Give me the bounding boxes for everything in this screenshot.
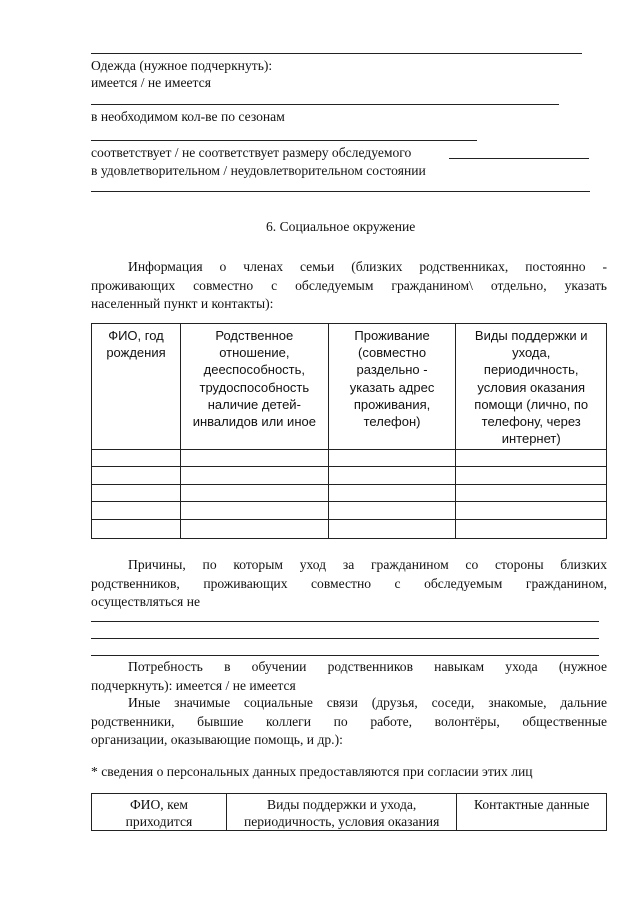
table-cell bbox=[92, 450, 181, 467]
family-table bbox=[91, 323, 607, 539]
intro-line: проживающих совместно с обследуемым гражданином\ отдельно, указать bbox=[91, 277, 607, 293]
table-row bbox=[92, 485, 607, 502]
table-cell bbox=[92, 520, 181, 539]
reasons-line: Причины, по которым уход за гражданином со стороны близких bbox=[128, 557, 607, 572]
table-cell bbox=[180, 520, 328, 539]
table-row bbox=[92, 502, 607, 520]
table-cell bbox=[328, 502, 456, 520]
header-contact-data: Контактные данные bbox=[457, 794, 607, 831]
reasons-line: родственников, проживающих совместно с обследуемым гражданином, bbox=[91, 575, 607, 591]
table-cell bbox=[92, 502, 181, 520]
table-cell bbox=[456, 502, 607, 520]
table-cell bbox=[456, 467, 607, 485]
clothing-seasons: в необходимом кол-ве по сезонам bbox=[91, 109, 285, 124]
intro-line: населенный пункт и контакты): bbox=[91, 296, 274, 311]
table-cell bbox=[328, 485, 456, 502]
intro-paragraph bbox=[91, 258, 607, 314]
fill-line bbox=[91, 140, 477, 141]
intro-line: Информация о членах семьи (близких родственниках, постоянно - bbox=[128, 259, 607, 274]
header-contact-support: Виды поддержки и ухода, периодичность, условия оказания bbox=[226, 794, 456, 831]
fill-line bbox=[449, 158, 589, 159]
footnote: * сведения о персональных данных предоставляются при согласии этих лиц bbox=[91, 764, 533, 779]
table-cell bbox=[180, 485, 328, 502]
social-line: родственники, бывшие коллеги по работе, волонтёры, общественные bbox=[91, 713, 607, 729]
fill-line bbox=[91, 104, 559, 105]
table-row bbox=[92, 520, 607, 539]
fill-line bbox=[91, 53, 582, 54]
table-cell bbox=[180, 450, 328, 467]
table-header-row bbox=[92, 324, 607, 450]
header-support: Виды поддержки и ухода, периодичность, условия оказания помощи (лично, по телефону, через интернет) bbox=[456, 324, 607, 450]
header-residence: Проживание (совместно раздельно - указать адрес проживания, телефон) bbox=[328, 324, 456, 450]
table-cell bbox=[328, 467, 456, 485]
table-cell bbox=[92, 467, 181, 485]
table-cell bbox=[180, 467, 328, 485]
table-cell bbox=[456, 450, 607, 467]
fill-line bbox=[91, 655, 599, 656]
social-line: Иные значимые социальные связи (друзья, соседи, знакомые, дальние bbox=[128, 695, 607, 710]
training-line: Потребность в обучении родственников навыкам ухода (нужное bbox=[128, 659, 607, 674]
header-relation: Родственное отношение, дееспособность, трудоспособность наличие детей-инвалидов или иное bbox=[180, 324, 328, 450]
section-title: 6. Социальное окружение bbox=[266, 219, 416, 234]
clothing-condition: в удовлетворительном / неудовлетворительном состоянии bbox=[91, 163, 426, 178]
table-cell bbox=[180, 502, 328, 520]
contacts-table bbox=[91, 793, 607, 831]
table-header-row bbox=[92, 794, 607, 831]
reasons-paragraph bbox=[91, 556, 607, 612]
clothing-availability: имеется / не имеется bbox=[91, 75, 211, 90]
clothing-label: Одежда (нужное подчеркнуть): bbox=[91, 58, 273, 73]
fill-line bbox=[91, 621, 599, 622]
table-row bbox=[92, 467, 607, 485]
training-line: подчеркнуть): имеется / не имеется bbox=[91, 677, 296, 693]
header-name-year: ФИО, год рождения bbox=[92, 324, 181, 450]
header-contact-name: ФИО, кем приходится bbox=[92, 794, 227, 831]
training-paragraph bbox=[91, 658, 607, 695]
social-paragraph bbox=[91, 694, 607, 750]
fill-line bbox=[91, 191, 590, 192]
table-cell bbox=[92, 485, 181, 502]
social-line: организации, оказывающие помощь, и др.): bbox=[91, 732, 343, 747]
reasons-line: осуществляться не bbox=[91, 594, 201, 609]
fill-line bbox=[91, 638, 599, 639]
clothing-size: соответствует / не соответствует размеру обследуемого bbox=[91, 145, 412, 160]
table-cell bbox=[456, 520, 607, 539]
table-cell bbox=[456, 485, 607, 502]
table-cell bbox=[328, 450, 456, 467]
table-row bbox=[92, 450, 607, 467]
table-cell bbox=[328, 520, 456, 539]
